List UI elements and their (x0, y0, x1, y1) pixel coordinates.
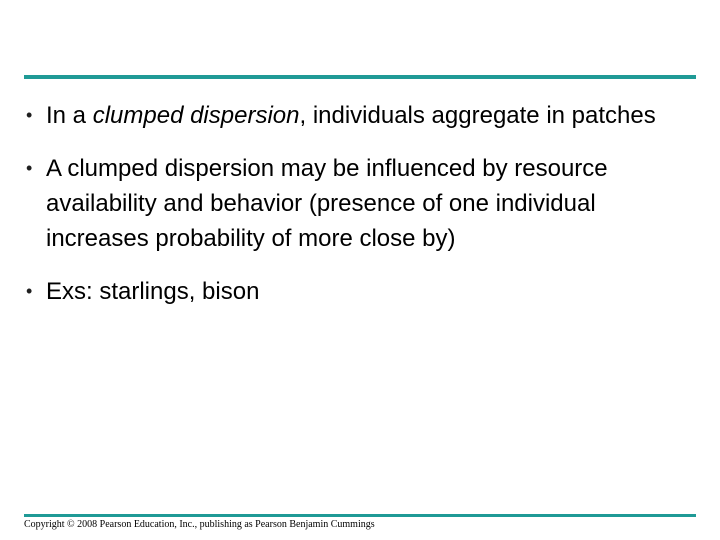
bullet-text (46, 98, 694, 133)
bullet-marker: • (26, 105, 33, 125)
bullet-item-influences (24, 151, 694, 256)
bullet-item-clumped-definition (24, 98, 694, 133)
bullet-text-before: In a (46, 102, 93, 129)
bullet-marker: • (26, 158, 33, 178)
bullet-text: A clumped dispersion may be influenced by resource availability and behavior (presence of one individual increases probability of more close by) (46, 155, 608, 252)
bottom-divider (24, 514, 696, 517)
bullet-item-examples (24, 274, 694, 309)
bullet-text-after: , individuals aggregate in patches (299, 102, 656, 129)
bullet-marker: • (26, 281, 33, 301)
bullet-text: Exs: starlings, bison (46, 278, 260, 305)
top-divider (24, 75, 696, 79)
bullet-text-italic-term: clumped dispersion (92, 102, 300, 129)
copyright-footer: Copyright © 2008 Pearson Education, Inc., publishing as Pearson Benjamin Cummings (24, 519, 375, 530)
bullet-list (24, 98, 694, 327)
